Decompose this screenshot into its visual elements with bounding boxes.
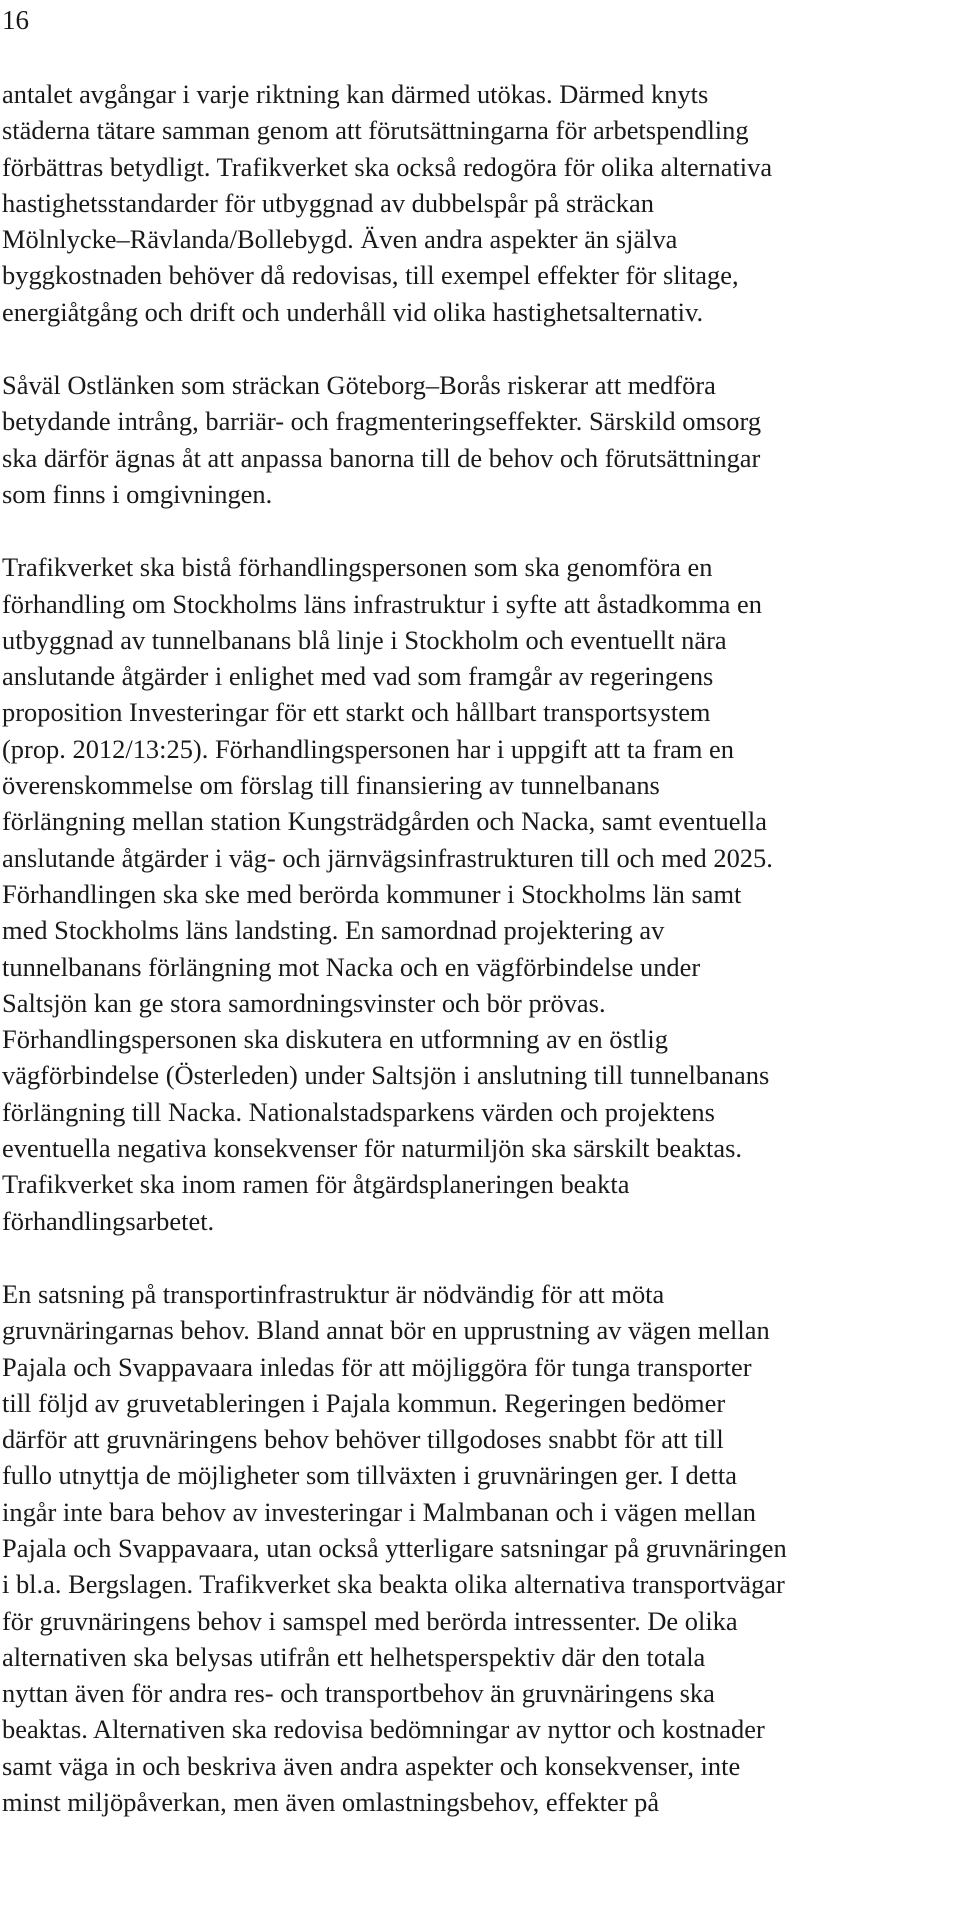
text-line: proposition Investeringar för ett starkt och hållbart transportsystem [2,697,711,728]
text-line: (prop. 2012/13:25). Förhandlingspersonen har i uppgift att ta fram en [2,733,735,764]
text-line: betydande intrång, barriär- och fragmenteringseffekter. Särskild omsorg [2,406,762,437]
text-line: Förhandlingen ska ske med berörda kommuner i Stockholms län samt [2,878,742,909]
text-line: gruvnäringarnas behov. Bland annat bör en upprustning av vägen mellan [2,1315,770,1346]
text-line: Saltsjön kan ge stora samordningsvinster och bör prövas. [2,987,606,1018]
text-line: beaktas. Alternativen ska redovisa bedömningar av nyttor och kostnader [2,1714,765,1745]
text-line: eventuella negativa konsekvenser för naturmiljön ska särskilt beaktas. [2,1133,743,1164]
text-line: minst miljöpåverkan, men även omlastningsbehov, effekter på [2,1787,660,1818]
paragraph [2,549,958,1239]
text-line: förlängning mellan station Kungsträdgården och Nacka, samt eventuella [2,806,767,837]
text-line: anslutande åtgärder i enlighet med vad som framgår av regeringens [2,661,714,692]
text-line: för gruvnäringens behov i samspel med berörda intressenter. De olika [2,1605,738,1636]
text-line: alternativen ska belysas utifrån ett helhetsperspektiv där den totala [2,1641,706,1672]
text-line: Såväl Ostlänken som sträckan Göteborg–Borås riskerar att medföra [2,370,716,401]
text-line: Trafikverket ska bistå förhandlingspersonen som ska genomföra en [2,552,713,583]
text-line: ingår inte bara behov av investeringar i Malmbanan och i vägen mellan [2,1496,756,1527]
paragraph [2,1276,958,1820]
text-line: i bl.a. Bergslagen. Trafikverket ska beakta olika alternativa transportvägar [2,1569,785,1600]
text-line: med Stockholms läns landsting. En samordnad projektering av [2,915,665,946]
text-line: överenskommelse om förslag till finansiering av tunnelbanans [2,770,660,801]
text-line: hastighetsstandarder för utbyggnad av dubbelspår på sträckan [2,187,654,218]
text-line: Trafikverket ska inom ramen för åtgärdsplaneringen beakta [2,1169,630,1200]
text-line: därför att gruvnäringens behov behöver tillgodoses snabbt för att till [2,1424,724,1455]
text-line: utbyggnad av tunnelbanans blå linje i Stockholm och eventuellt nära [2,624,727,655]
text-line: Mölnlycke–Rävlanda/Bollebygd. Även andra aspekter än själva [2,224,678,255]
paragraph [2,367,958,512]
text-line: förlängning till Nacka. Nationalstadsparkens värden och projektens [2,1096,715,1127]
text-line: tunnelbanans förlängning mot Nacka och en vägförbindelse under [2,951,701,982]
text-line: Pajala och Svappavaara, utan också ytterligare satsningar på gruvnäringen [2,1532,787,1563]
text-line: städerna tätare samman genom att förutsättningarna för arbetspendling [2,115,749,146]
text-line: antalet avgångar i varje riktning kan därmed utökas. Därmed knyts [2,79,709,109]
text-line: byggkostnaden behöver då redovisas, till exempel effekter för slitage, [2,260,739,291]
text-line: nyttan även för andra res- och transportbehov än gruvnäringens ska [2,1678,715,1709]
text-line: förhandling om Stockholms läns infrastruktur i syfte att åstadkomma en [2,588,762,619]
text-line: till följd av gruvetableringen i Pajala kommun. Regeringen bedömer [2,1387,726,1418]
text-line: En satsning på transportinfrastruktur är nödvändig för att möta [2,1278,665,1309]
paragraph [2,76,958,330]
text-line: ska därför ägnas åt att anpassa banorna till de behov och förutsättningar [2,442,761,473]
text-line: som finns i omgivningen. [2,478,273,509]
text-line: Förhandlingspersonen ska diskutera en utformning av en östlig [2,1024,668,1055]
text-line: energiåtgång och drift och underhåll vid olika hastighetsalternativ. [2,296,704,327]
text-line: anslutande åtgärder i väg- och järnvägsinfrastrukturen till och med 2025. [2,842,773,873]
text-line: fullo utnyttja de möjligheter som tillväxten i gruvnäringen ger. I detta [2,1460,737,1491]
text-line: vägförbindelse (Österleden) under Saltsjön i anslutning till tunnelbanans [2,1060,770,1091]
text-line: förhandlingsarbetet. [2,1205,215,1236]
document-body [2,76,958,1857]
page-number: 16 [2,5,29,35]
text-line: samt väga in och beskriva även andra aspekter och konsekvenser, inte [2,1750,741,1781]
text-line: Pajala och Svappavaara inledas för att möjliggöra för tunga transporter [2,1351,752,1382]
text-line: förbättras betydligt. Trafikverket ska också redogöra för olika alternativa [2,151,773,182]
